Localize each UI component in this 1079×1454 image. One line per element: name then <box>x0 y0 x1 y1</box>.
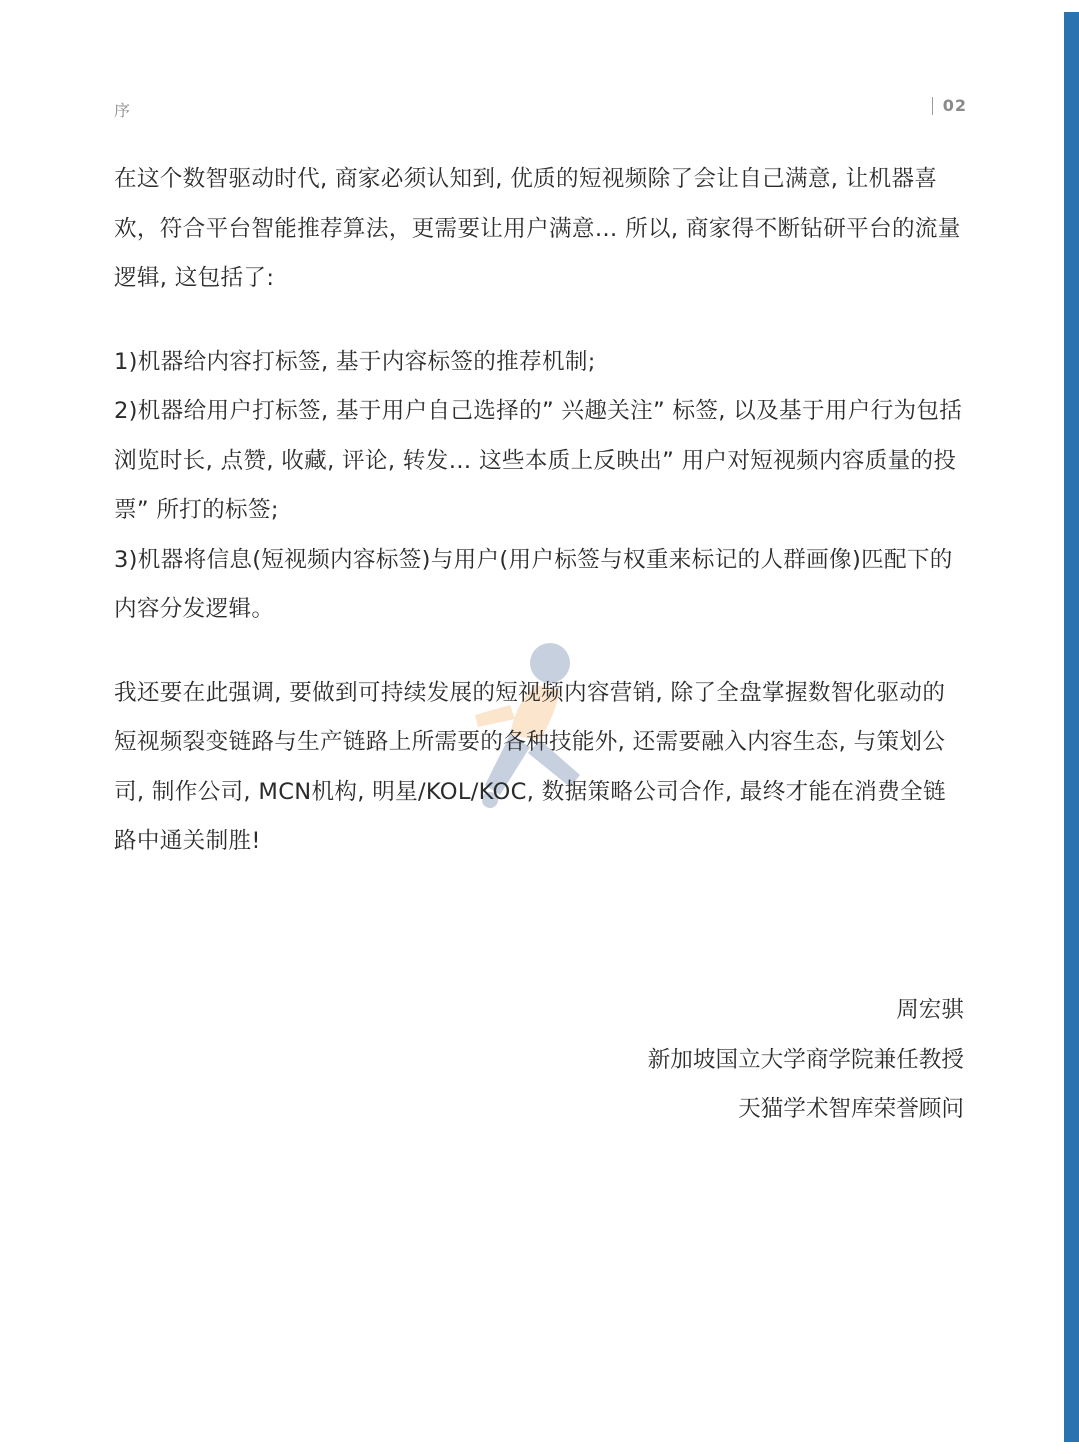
intro-paragraph: 在这个数智驱动时代, 商家必须认知到, 优质的短视频除了会让自己满意, 让机器喜欢，符合平台智能推荐算法，更需要让用户满意… 所以, 商家得不断钻研平台的流量逻辑, 这包括了: <box>114 166 961 291</box>
author-title-1: 新加坡国立大学商学院兼任教授 <box>647 1046 964 1073</box>
section-title: 序 <box>114 101 131 120</box>
header-divider <box>932 97 933 115</box>
list-item: 1)机器给内容打标签, 基于内容标签的推荐机制; <box>114 348 596 375</box>
author-name: 周宏骐 <box>896 997 964 1023</box>
closing-paragraph: 我还要在此强调, 要做到可持续发展的短视频内容营销, 除了全盘掌握数智化驱动的短视频裂变链路与生产链路上所需要的各种技能外, 还需要融入内容生态, 与策划公司, 制作公司, MCN机构, 明星/KOL/KOC, 数据策略公司合作, 最终才能在消费全链路中通关制胜! <box>114 679 946 854</box>
list-item: 2)机器给用户打标签, 基于用户自己选择的” 兴趣关注” 标签, 以及基于用户行为包括浏览时长, 点赞, 收藏, 评论, 转发… 这些本质上反映出” 用户对短视频内容质量的投票” 所打的标签; <box>114 398 963 523</box>
body-content <box>114 155 965 867</box>
author-title-2: 天猫学术智库荣誉顾问 <box>738 1096 964 1122</box>
page-number: 02 <box>942 96 967 115</box>
page-header-number <box>932 96 967 115</box>
accent-side-bar <box>1064 12 1079 1442</box>
list-item: 3)机器将信息(短视频内容标签)与用户(用户标签与权重来标记的人群画像)匹配下的内容分发逻辑。 <box>114 546 953 622</box>
signature-block <box>648 986 964 1135</box>
